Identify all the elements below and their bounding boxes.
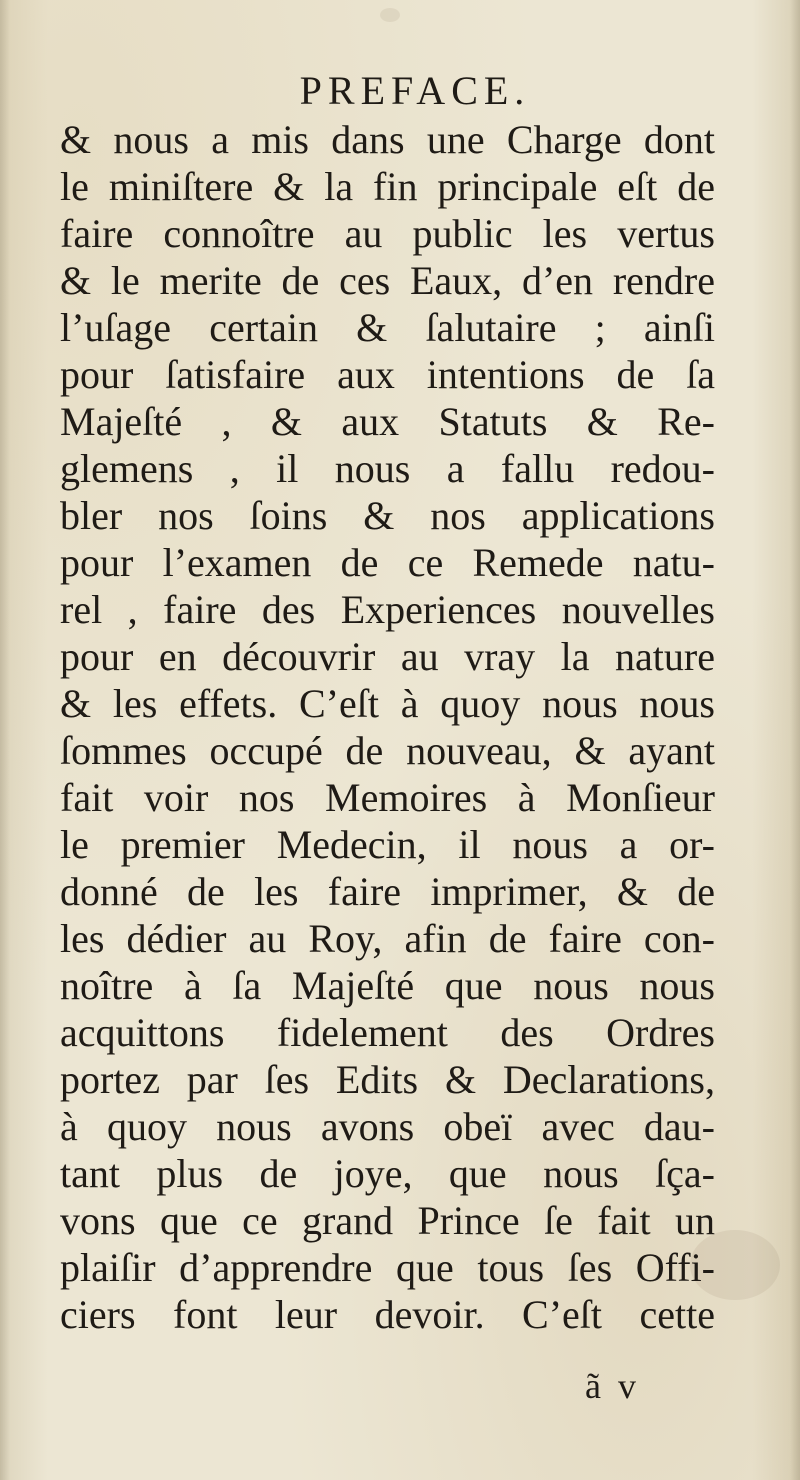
text-line: pour ſatisfaire aux intentions de ſa bbox=[60, 352, 715, 397]
text-line: tant plus de joye, que nous ſça- bbox=[60, 1151, 715, 1196]
catchword: ã v bbox=[585, 1366, 640, 1406]
text-line: le miniſtere & la fin principale eſt de bbox=[60, 164, 715, 209]
running-head: PREFACE. bbox=[299, 68, 531, 113]
text-line: ſommes occupé de nouveau, & ayant bbox=[60, 728, 715, 773]
text-line: bler nos ſoins & nos applications bbox=[60, 493, 715, 538]
text-line: l’uſage certain & ſalutaire ; ainſi bbox=[60, 305, 715, 350]
text-line: & nous a mis dans une Charge dont bbox=[60, 117, 715, 162]
text-line: Majeſté , & aux Statuts & Re- bbox=[60, 399, 715, 444]
body-text bbox=[60, 116, 715, 1338]
paper-stain bbox=[380, 8, 400, 22]
text-line: le premier Medecin, il nous a or- bbox=[60, 822, 715, 867]
text-line: pour en découvrir au vray la nature bbox=[60, 634, 715, 679]
text-line: plaiſir d’apprendre que tous ſes Offi- bbox=[60, 1245, 715, 1290]
text-line: rel , faire des Experiences nouvelles bbox=[60, 587, 715, 632]
text-line: & les effets. C’eſt à quoy nous nous bbox=[60, 681, 715, 726]
text-line: fait voir nos Memoires à Monſieur bbox=[60, 775, 715, 820]
text-line: ciers font leur devoir. C’eſt cette bbox=[60, 1292, 715, 1337]
text-line: & le merite de ces Eaux, d’en rendre bbox=[60, 258, 715, 303]
text-line: noître à ſa Majeſté que nous nous bbox=[60, 963, 715, 1008]
text-line: acquittons fidelement des Ordres bbox=[60, 1010, 715, 1055]
text-line: portez par ſes Edits & Declarations, bbox=[60, 1057, 715, 1102]
text-line: faire connoître au public les vertus bbox=[60, 211, 715, 256]
text-line: vons que ce grand Prince ſe fait un bbox=[60, 1198, 715, 1243]
text-line: pour l’examen de ce Remede natu- bbox=[60, 540, 715, 585]
text-line: donné de les faire imprimer, & de bbox=[60, 869, 715, 914]
text-line: à quoy nous avons obeï avec dau- bbox=[60, 1104, 715, 1149]
page-edge-shadow bbox=[790, 0, 800, 1480]
page-gutter-shadow bbox=[0, 0, 10, 1480]
text-line: les dédier au Roy, afin de faire con- bbox=[60, 916, 715, 961]
text-line: glemens , il nous a fallu redou- bbox=[60, 446, 715, 491]
